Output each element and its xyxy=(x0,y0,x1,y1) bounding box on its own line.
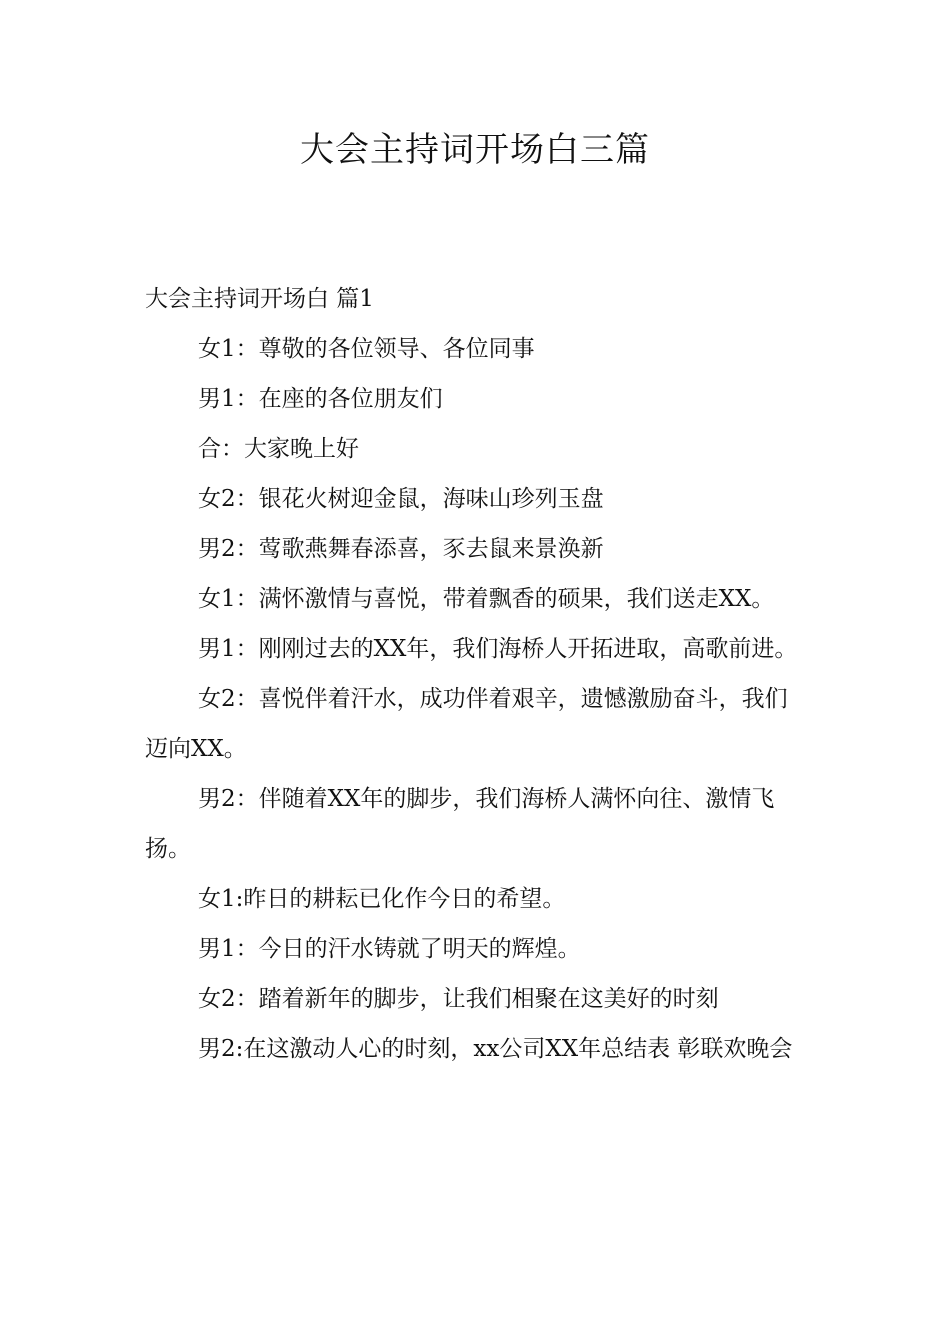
paragraph: 男2：伴随着XX年的脚步，我们海桥人满怀向往、激情飞扬。 xyxy=(145,786,775,862)
paragraph: 男2:在这激动人心的时刻，xx公司XX年总结表 彰联欢晚会 xyxy=(198,1036,793,1062)
paragraph: 女1：尊敬的各位领导、各位同事 xyxy=(198,336,535,362)
document-title: 大会主持词开场白三篇 xyxy=(300,130,650,170)
paragraph: 女1：满怀激情与喜悦，带着飘香的硕果，我们送走XX。 xyxy=(198,586,775,612)
paragraph: 女2：银花火树迎金鼠，海味山珍列玉盘 xyxy=(198,486,604,512)
paragraph: 男2：莺歌燕舞春添喜，豕去鼠来景涣新 xyxy=(198,536,604,562)
section-heading: 大会主持词开场白 篇1 xyxy=(145,286,374,312)
paragraph: 男1：今日的汗水铸就了明天的辉煌。 xyxy=(198,936,581,962)
paragraph: 男1：在座的各位朋友们 xyxy=(198,386,443,412)
paragraph: 女2：喜悦伴着汗水，成功伴着艰辛，遗憾激励奋斗，我们迈向XX。 xyxy=(145,686,788,762)
paragraph: 女1:昨日的耕耘已化作今日的希望。 xyxy=(198,886,566,912)
document-body xyxy=(145,274,810,1074)
paragraph: 男1：刚刚过去的XX年，我们海桥人开拓进取，高歌前进。 xyxy=(198,636,798,662)
paragraph: 合：大家晚上好 xyxy=(198,436,359,462)
paragraph: 女2：踏着新年的脚步，让我们相聚在这美好的时刻 xyxy=(198,986,719,1012)
